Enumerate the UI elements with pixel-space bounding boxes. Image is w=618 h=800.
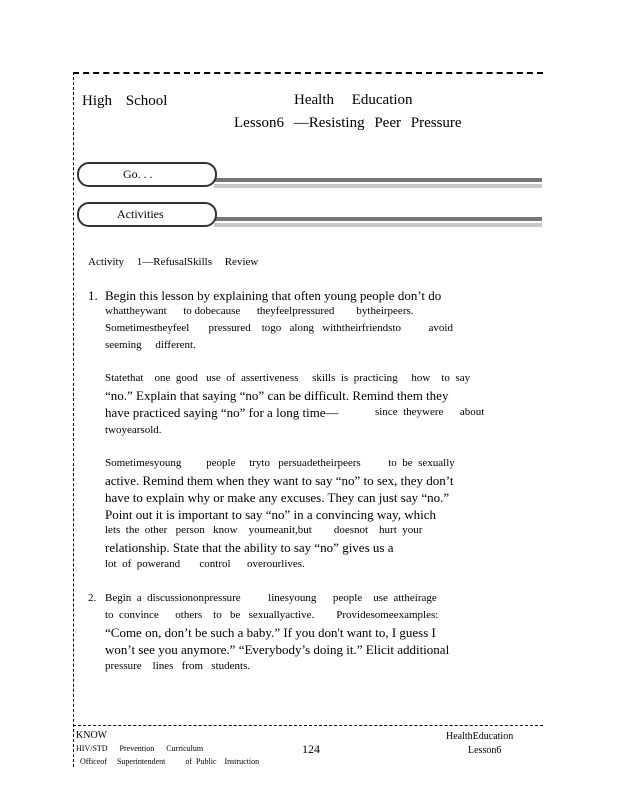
para3-line: lets the other person know youmeanit,but doesnot hurt your bbox=[105, 524, 423, 536]
header-lesson: Lesson6 —Resisting Peer Pressure bbox=[234, 115, 462, 131]
activities-bar-dark bbox=[214, 217, 542, 221]
activity-title: Activity 1—RefusalSkills Review bbox=[88, 256, 259, 268]
item2-line: Begin a discussiononpressure linesyoung people use attheirage bbox=[105, 592, 437, 604]
para3-line: relationship. State that the ability to say “no” gives us a bbox=[105, 540, 394, 555]
para3-line: have to explain why or make any excuses. They can just say “no.” bbox=[105, 490, 450, 505]
go-bar-light bbox=[214, 184, 542, 188]
item1-number: 1. bbox=[88, 288, 98, 303]
item2-line: won’t see you anymore.” “Everybody’s doing it.” Elicit additional bbox=[105, 642, 450, 657]
header-school: High School bbox=[82, 93, 168, 109]
item1-line: Sometimestheyfeel pressured togo along withtheirfriendsto avoid bbox=[105, 322, 453, 334]
footer-course: HealthEducation bbox=[446, 731, 514, 742]
item2-line: to convince others to be sexuallyactive. Providesomeexamples: bbox=[105, 609, 439, 621]
para2-line: have practiced saying “no” for a long time— bbox=[105, 405, 339, 420]
activities-bar-light bbox=[214, 223, 542, 227]
activities-section-pill bbox=[77, 202, 217, 227]
left-border bbox=[73, 72, 74, 767]
para2-line: since theywere about bbox=[375, 406, 485, 418]
para2-line: “no.” Explain that saying “no” can be difficult. Remind them they bbox=[105, 388, 449, 403]
header-subject: Health Education bbox=[294, 92, 413, 108]
para3-line: active. Remind them when they want to say “no” to sex, they don’t bbox=[105, 473, 454, 488]
top-border bbox=[73, 72, 543, 74]
para2-line: twoyearsold. bbox=[105, 424, 162, 436]
go-section-label: Go. . . bbox=[123, 167, 153, 181]
page-number: 124 bbox=[302, 742, 320, 756]
para3-line: Sometimesyoung people tryto persuadetheirpeers to be sexually bbox=[105, 457, 455, 469]
footer-curriculum: HIV/STD Prevention Curriculum bbox=[76, 744, 204, 753]
footer-lesson: Lesson6 bbox=[468, 745, 502, 756]
para2-line: Statethat one good use of assertiveness skills is practicing how to say bbox=[105, 372, 471, 384]
item2-number: 2. bbox=[88, 592, 97, 604]
para3-line: Point out it is important to say “no” in a convincing way, which bbox=[105, 507, 436, 522]
item1-line: whattheywant to dobecause theyfeelpressured bytheirpeers. bbox=[105, 305, 414, 317]
go-bar-dark bbox=[214, 178, 542, 182]
item1-line: Begin this lesson by explaining that often young people don’t do bbox=[105, 288, 442, 303]
activities-section-label: Activities bbox=[117, 207, 164, 221]
item2-line: pressure lines from students. bbox=[105, 660, 251, 672]
footer-divider bbox=[73, 725, 543, 726]
go-section-pill bbox=[77, 162, 217, 187]
footer-know: KNOW bbox=[76, 730, 108, 741]
item2-line: “Come on, don’t be such a baby.” If you don't want to, I guess I bbox=[105, 625, 436, 640]
footer-office: Officeof Superintendent of Public Instruction bbox=[80, 757, 260, 766]
item1-line: seeming different. bbox=[105, 339, 196, 351]
para3-line: lot of powerand control overourlives. bbox=[105, 558, 305, 570]
